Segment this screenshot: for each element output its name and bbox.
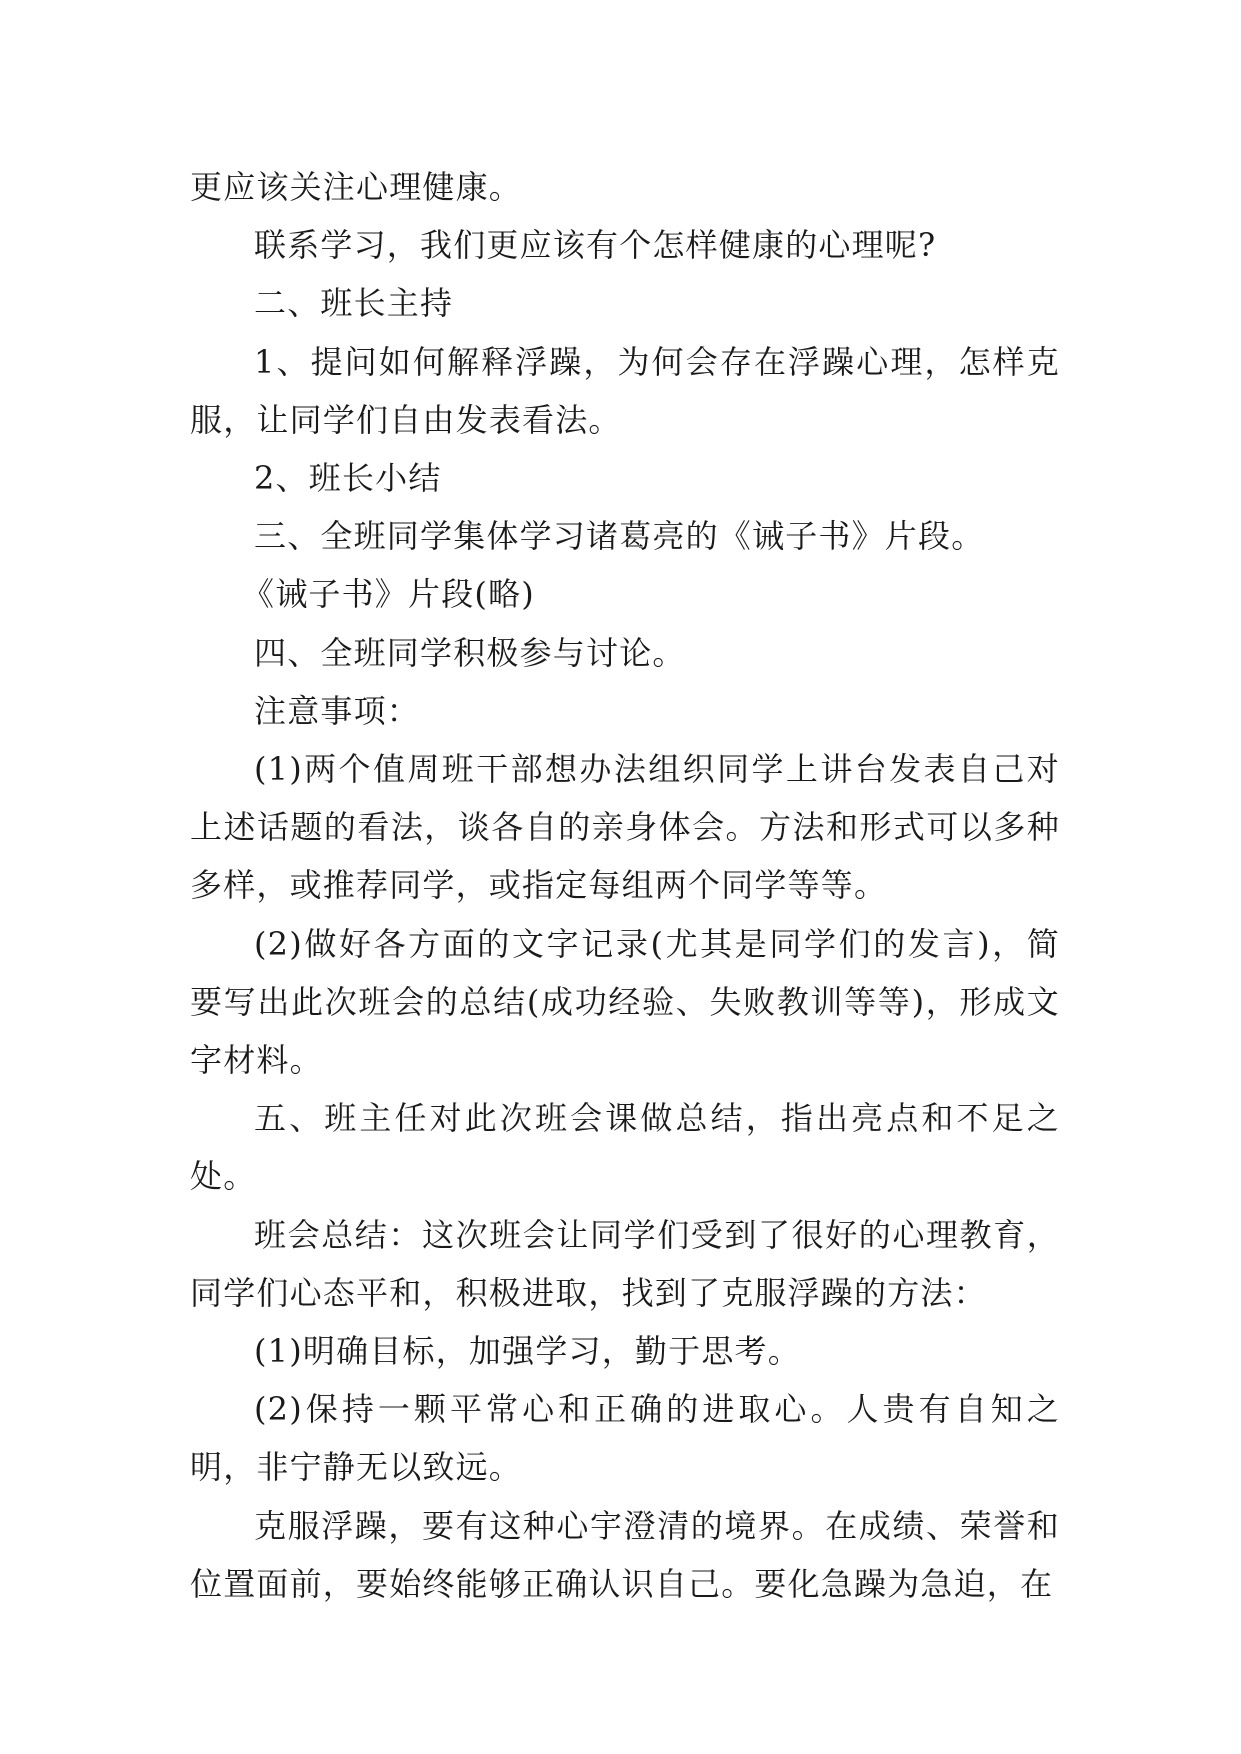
notes-heading: 注意事项： (254, 691, 421, 730)
section-heading-3: 三、全班同学集体学习诸葛亮的《诫子书》片段。 (254, 517, 985, 556)
summary-item-2: (2)保持一颗平常心和正确的进取心。人贵有自知之明，非宁静无以致远。 (190, 1390, 1060, 1487)
paragraph-2: 联系学习，我们更应该有个怎样健康的心理呢? (254, 226, 937, 265)
section-heading-5: 五、班主任对此次班会课做总结，指出亮点和不足之处。 (190, 1099, 1060, 1196)
summary-item-1: (1)明确目标，加强学习，勤于思考。 (254, 1332, 801, 1371)
summary-paragraph: 班会总结：这次班会让同学们受到了很好的心理教育，同学们心态平和，积极进取，找到了克服浮躁的方法： (190, 1215, 1060, 1312)
section-heading-4: 四、全班同学积极参与讨论。 (254, 633, 686, 672)
section-heading-2: 二、班长主持 (254, 284, 454, 323)
document-body (190, 158, 1060, 1613)
note-item-1: (1)两个值周班干部想办法组织同学上讲台发表自己对上述话题的看法，谈各自的亲身体会。方法和形式可以多种多样，或推荐同学，或指定每组两个同学等等。 (190, 750, 1060, 905)
paragraph-5: 2、班长小结 (254, 459, 442, 498)
paragraph-16: 克服浮躁，要有这种心宇澄清的境界。在成绩、荣誉和位置面前，要始终能够正确认识自己。要化急躁为急迫，在 (190, 1506, 1060, 1603)
paragraph-4: 1、提问如何解释浮躁，为何会存在浮躁心理，怎样克服，让同学们自由发表看法。 (190, 342, 1060, 439)
paragraph-7: 《诫子书》片段(略) (242, 575, 535, 614)
note-item-2: (2)做好各方面的文字记录(尤其是同学们的发言)，简要写出此次班会的总结(成功经验、失败教训等等)，形成文字材料。 (190, 924, 1060, 1080)
paragraph-1: 更应该关注心理健康。 (190, 168, 523, 206)
